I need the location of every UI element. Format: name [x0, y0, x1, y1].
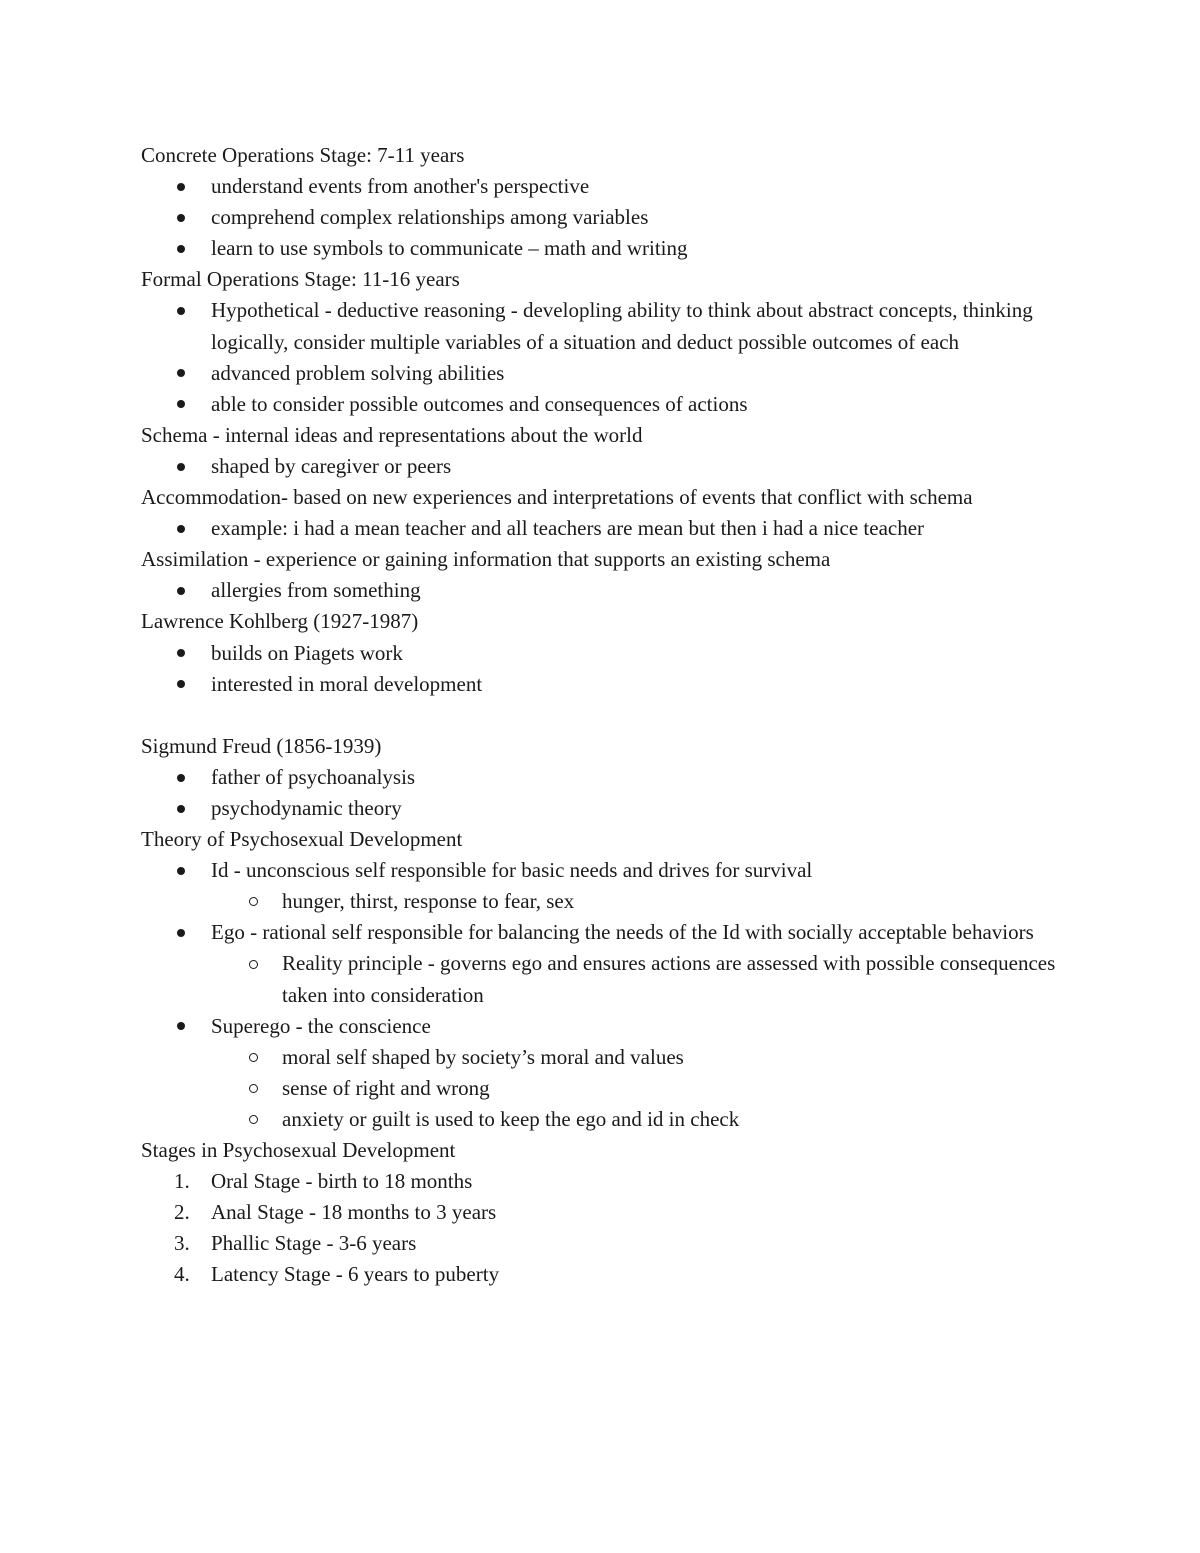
list-number: 4.: [174, 1262, 190, 1287]
list-item: advanced problem solving abilities: [141, 358, 1071, 389]
heading-psychosexual-stages: Stages in Psychosexual Development: [141, 1138, 456, 1162]
list-number: 1.: [174, 1169, 190, 1194]
list-number: 2.: [174, 1200, 190, 1225]
list-item: able to consider possible outcomes and consequences of actions: [141, 389, 1071, 420]
list-item: interested in moral development: [141, 669, 1071, 700]
list-item: psychodynamic theory: [141, 793, 1071, 824]
list-item: shaped by caregiver or peers: [141, 451, 1071, 482]
bullet-icon: [177, 638, 197, 669]
bullet-icon: [177, 762, 197, 793]
list-item: Hypothetical - deductive reasoning - developling ability to think about abstract concepts, thinking logically, consider multiple variables of a situation and deduct possible outcomes of each: [141, 295, 1071, 357]
list-number: 3.: [174, 1231, 190, 1256]
numbered-item: 3. Phallic Stage - 3-6 years: [141, 1228, 1071, 1259]
heading-psychosexual-theory: Theory of Psychosexual Development: [141, 827, 463, 852]
sub-list-item: moral self shaped by society’s moral and values: [141, 1042, 1071, 1073]
heading-formal-operations: Formal Operations Stage: 11-16 years: [141, 267, 460, 292]
heading-concrete-operations: Concrete Operations Stage: 7-11 years: [141, 143, 465, 167]
list-item: comprehend complex relationships among variables: [141, 202, 1071, 233]
bullet-icon: [177, 389, 197, 420]
sub-list-item: Reality principle - governs ego and ensures actions are assessed with possible consequences taken into consideration: [141, 948, 1071, 1010]
heading-accommodation: Accommodation- based on new experiences and interpretations of events that conflict with schema: [141, 485, 973, 510]
bullet-icon: [177, 793, 197, 824]
numbered-item: 1. Oral Stage - birth to 18 months: [141, 1166, 1071, 1197]
list-item: allergies from something: [141, 575, 1071, 606]
sub-list-item: sense of right and wrong: [141, 1073, 1071, 1104]
hollow-bullet-icon: [249, 1104, 269, 1135]
heading-kohlberg: Lawrence Kohlberg (1927-1987): [141, 609, 419, 634]
bullet-icon: [177, 855, 197, 886]
numbered-item: 4. Latency Stage - 6 years to puberty: [141, 1259, 1071, 1290]
list-item: builds on Piagets work: [141, 638, 1071, 669]
bullet-icon: [177, 575, 197, 606]
blank-line: [141, 700, 1071, 731]
hollow-bullet-icon: [249, 948, 269, 979]
bullet-icon: [177, 451, 197, 482]
bullet-icon: [177, 233, 197, 264]
bullet-icon: [177, 358, 197, 389]
list-item-ego: Ego - rational self responsible for balancing the needs of the Id with socially acceptable behaviors: [141, 917, 1071, 948]
list-item-id: Id - unconscious self responsible for basic needs and drives for survival: [141, 855, 1071, 886]
list-item: father of psychoanalysis: [141, 762, 1071, 793]
heading-assimilation: Assimilation - experience or gaining information that supports an existing schema: [141, 547, 831, 572]
bullet-icon: [177, 669, 197, 700]
document-page: [141, 140, 1071, 1290]
heading-freud: Sigmund Freud (1856-1939): [141, 733, 382, 758]
heading-schema: Schema - internal ideas and representations about the world: [141, 422, 643, 447]
bullet-icon: [177, 917, 197, 948]
list-item: learn to use symbols to communicate – math and writing: [141, 233, 1071, 264]
sub-list-item: anxiety or guilt is used to keep the ego and id in check: [141, 1104, 1071, 1135]
hollow-bullet-icon: [249, 1073, 269, 1104]
bullet-icon: [177, 513, 197, 544]
sub-list-item: hunger, thirst, response to fear, sex: [141, 886, 1071, 917]
list-item: understand events from another's perspective: [141, 171, 1071, 202]
hollow-bullet-icon: [249, 1042, 269, 1073]
hollow-bullet-icon: [249, 886, 269, 917]
list-item-superego: Superego - the conscience: [141, 1011, 1071, 1042]
list-item: example: i had a mean teacher and all teachers are mean but then i had a nice teacher: [141, 513, 1071, 544]
bullet-icon: [177, 171, 197, 202]
bullet-icon: [177, 295, 197, 326]
numbered-item: 2. Anal Stage - 18 months to 3 years: [141, 1197, 1071, 1228]
bullet-icon: [177, 1011, 197, 1042]
bullet-icon: [177, 202, 197, 233]
